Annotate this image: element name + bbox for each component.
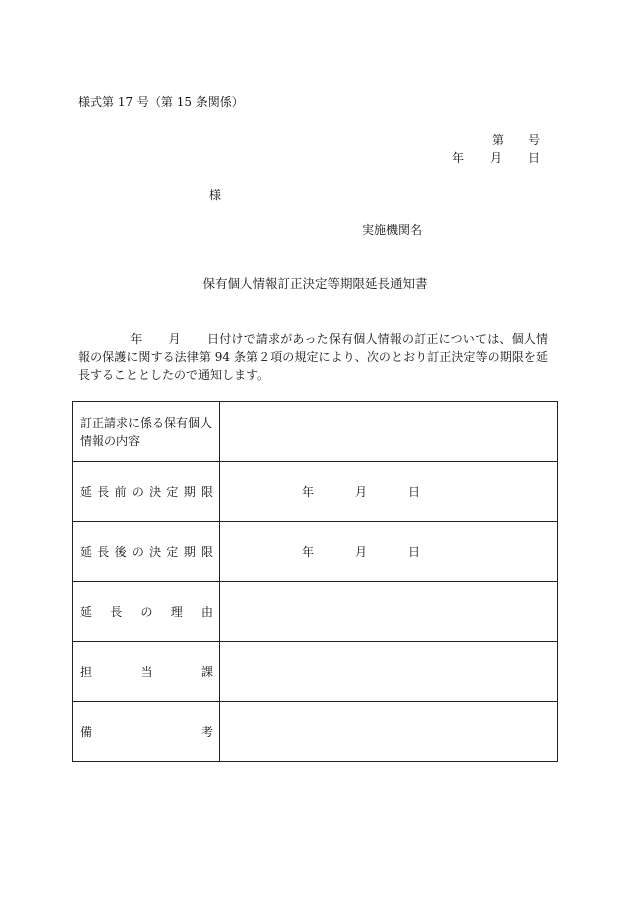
document-number-suffix: 号 (527, 133, 540, 147)
row-label-department (73, 642, 220, 702)
label-char: 考 (200, 725, 213, 739)
label-char: の (140, 605, 153, 619)
label-char: 長 (97, 485, 110, 499)
addressee-honorific: 様 (209, 188, 222, 202)
label-char: 限 (200, 485, 213, 499)
table-row (73, 702, 558, 762)
date-month: 月 (355, 545, 368, 559)
table-row (73, 582, 558, 642)
label-char: 期 (183, 485, 196, 499)
row-value-content (220, 402, 558, 462)
body-text: 日付けで請求があった保有個人情報の訂正については、個人情報の保護に関する法律第 94 条第２項の規定により、次のとおり訂正決定等の期限を延長することとしたので通知します。 (78, 332, 548, 382)
label-char: 延 (80, 605, 93, 619)
form-number: 様式第 17 号（第 15 条関係） (78, 95, 244, 109)
row-label-deadline-after (73, 522, 220, 582)
label-char: 理 (170, 605, 183, 619)
label-char: の (131, 485, 144, 499)
row-value-deadline-after (220, 522, 558, 582)
notice-body (78, 330, 548, 384)
row-label-text: 訂正請求に係る保有個人情報の内容 (80, 415, 213, 448)
label-char: 定 (166, 545, 179, 559)
label-char: 長 (97, 545, 110, 559)
date-month: 月 (355, 485, 368, 499)
row-value-deadline-before (220, 462, 558, 522)
document-number (492, 132, 540, 148)
label-char: 決 (149, 545, 162, 559)
label-char: の (131, 545, 144, 559)
date-day: 日 (408, 545, 421, 559)
label-char: 長 (110, 605, 123, 619)
issue-date-month: 月 (489, 151, 502, 165)
date-day: 日 (408, 485, 421, 499)
label-char: 期 (183, 545, 196, 559)
table-row (73, 522, 558, 582)
label-char: 延 (80, 545, 93, 559)
row-label-deadline-before (73, 462, 220, 522)
label-char: 担 (80, 665, 93, 679)
date-year: 年 (302, 545, 315, 559)
issue-date-year: 年 (451, 151, 464, 165)
table-row (73, 642, 558, 702)
label-char: 課 (200, 665, 213, 679)
row-label-content (73, 402, 220, 462)
agency-name: 実施機関名 (362, 223, 423, 237)
issue-date (452, 150, 540, 166)
label-char: 延 (80, 485, 93, 499)
label-char: 後 (114, 545, 127, 559)
label-char: 当 (140, 665, 153, 679)
table-row (73, 462, 558, 522)
label-char: 由 (200, 605, 213, 619)
extension-details-table (72, 401, 558, 762)
row-value-reason (220, 582, 558, 642)
label-char: 前 (114, 485, 127, 499)
row-value-department (220, 642, 558, 702)
document-title: 保有個人情報訂正決定等期限延長通知書 (202, 276, 428, 291)
row-label-remarks (73, 702, 220, 762)
date-year: 年 (302, 485, 315, 499)
label-char: 限 (200, 545, 213, 559)
row-value-remarks (220, 702, 558, 762)
document-number-prefix: 第 (491, 133, 504, 147)
body-month: 月 (168, 332, 181, 346)
label-char: 備 (80, 725, 93, 739)
body-year: 年 (130, 332, 143, 346)
row-label-reason (73, 582, 220, 642)
issue-date-day: 日 (527, 151, 540, 165)
label-char: 決 (149, 485, 162, 499)
table-row (73, 402, 558, 462)
label-char: 定 (166, 485, 179, 499)
